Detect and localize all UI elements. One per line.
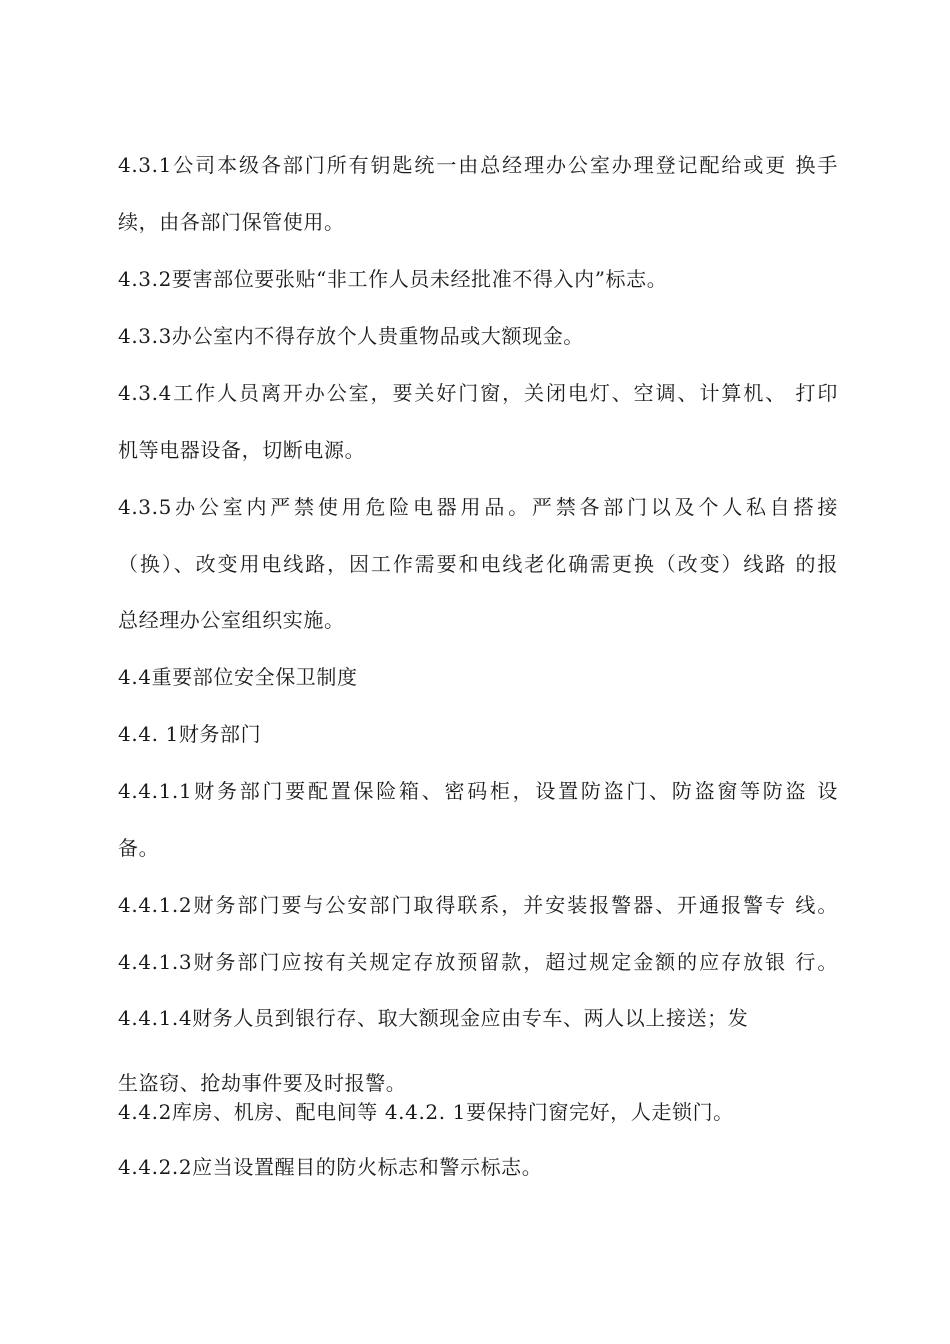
paragraph-4-4-1-2: 4.4.1.2财务部门要与公安部门取得联系，并安装报警器、开通报警专 线。 [118, 893, 838, 917]
paragraph-4-4-2-2: 4.4.2.2应当设置醒目的防火标志和警示标志。 [118, 1155, 543, 1179]
subsection-heading-4-4-1: 4.4. 1财务部门 [118, 722, 262, 746]
paragraph-4-4-2-1: 4.4.2库房、机房、配电间等 4.4.2. 1要保持门窗完好，人走锁门。 [118, 1100, 734, 1124]
paragraph-4-3-4-line-1: 4.3.4工作人员离开办公室，要关好门窗，关闭电灯、空调、计算机、 打印 [118, 381, 838, 405]
paragraph-4-3-5-line-2: （换）、改变用电线路，因工作需要和电线老化确需更换（改变）线路 的报 [118, 552, 838, 576]
paragraph-4-3-5-line-1: 4.3.5办公室内严禁使用危险电器用品。严禁各部门以及个人私自搭接 [118, 495, 838, 519]
paragraph-4-4-1-1-line-1: 4.4.1.1财务部门要配置保险箱、密码柜，设置防盗门、防盗窗等防盗 设 [118, 779, 838, 803]
paragraph-4-4-1-4-line-1: 4.4.1.4财务人员到银行存、取大额现金应由专车、两人以上接送；发 [118, 1006, 749, 1030]
paragraph-4-4-1-4-line-2: 生盗窃、抢劫事件要及时报警。 [118, 1071, 407, 1095]
paragraph-4-3-1-line-2: 续，由各部门保管使用。 [118, 210, 345, 234]
paragraph-4-3-2: 4.3.2要害部位要张贴“非工作人员未经批准不得入内”标志。 [118, 267, 668, 291]
paragraph-4-3-4-line-2: 机等电器设备，切断电源。 [118, 438, 366, 462]
paragraph-4-3-5-line-3: 总经理办公室组织实施。 [118, 608, 345, 632]
section-heading-4-4: 4.4重要部位安全保卫制度 [118, 665, 358, 689]
paragraph-4-3-3: 4.3.3办公室内不得存放个人贵重物品或大额现金。 [118, 324, 584, 348]
paragraph-4-4-1-1-line-2: 备。 [118, 836, 160, 860]
paragraph-4-4-1-3: 4.4.1.3财务部门应按有关规定存放预留款，超过规定金额的应存放银 行。 [118, 950, 838, 974]
paragraph-4-3-1-line-1: 4.3.1公司本级各部门所有钥匙统一由总经理办公室办理登记配给或更 换手 [118, 153, 838, 177]
